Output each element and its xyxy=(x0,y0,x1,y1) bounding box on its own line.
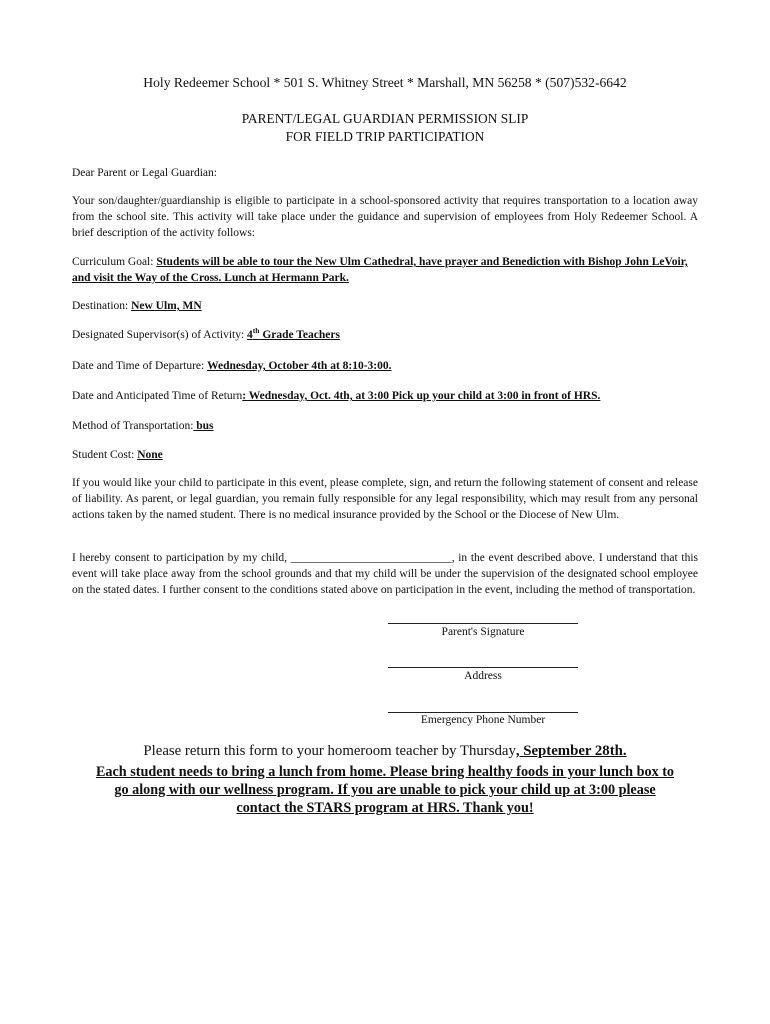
lunch-note-line-1: Each student needs to bring a lunch from home. Please bring healthy foods in your lunch box to xyxy=(95,764,675,780)
return-time-label: Date and Anticipated Time of Return xyxy=(72,390,243,402)
salutation: Dear Parent or Legal Guardian: xyxy=(72,167,217,179)
departure-label: Date and Time of Departure: xyxy=(72,360,208,372)
return-time xyxy=(72,388,600,404)
lunch-note-line-2: go along with our wellness program. If you are unable to pick your child up at 3:00 please xyxy=(114,782,656,798)
lunch-note-line-3: contact the STARS program at HRS. Thank you! xyxy=(236,800,534,816)
school-header: Holy Redeemer School * 501 S. Whitney Street * Marshall, MN 56258 * (507)532-6642 xyxy=(143,75,627,90)
emergency-phone-line[interactable] xyxy=(388,712,578,713)
parent-signature-line[interactable] xyxy=(388,623,578,624)
destination xyxy=(72,298,202,314)
student-cost-value: None xyxy=(137,449,163,461)
transportation-value: bus xyxy=(193,420,214,432)
departure-value: Wednesday, October 4th at 8:10-3:00. xyxy=(207,360,392,372)
return-instruction-text: Please return this form to your homeroom teacher by Thursday xyxy=(143,743,516,759)
designated-supervisors xyxy=(72,327,340,343)
transportation-label: Method of Transportation: xyxy=(72,420,194,432)
emergency-phone-label: Emergency Phone Number xyxy=(420,714,546,726)
student-cost-label: Student Cost: xyxy=(72,449,138,461)
destination-label: Destination: xyxy=(72,300,132,312)
return-time-value: : Wednesday, Oct. 4th, at 3:00 Pick up your child at 3:00 in front of HRS. xyxy=(242,390,601,402)
liability-paragraph: If you would like your child to participate in this event, please complete, sign, and return the following statement of consent and release of liability. As parent, or legal guardian, you remain fully responsible for any legal responsibility, which may result from any personal actions taken by the named student. There is no medical insurance provided by the School or the Diocese of New Ulm. xyxy=(72,477,698,521)
destination-value: New Ulm, MN xyxy=(131,300,202,312)
address-label: Address xyxy=(464,670,502,682)
return-deadline: , September 28th. xyxy=(515,743,627,759)
return-instruction xyxy=(0,743,770,760)
parent-signature-label: Parent's Signature xyxy=(441,626,525,638)
transportation xyxy=(72,418,214,434)
address-line[interactable] xyxy=(388,667,578,668)
supervisors-value: 4th Grade Teachers xyxy=(247,326,340,341)
form-title-line-2: FOR FIELD TRIP PARTICIPATION xyxy=(285,129,485,144)
curriculum-goal-value: Students will be able to tour the New Ulm Cathedral, have prayer and Benediction with Bishop John LeVoir, and visit the Way of the Cross. Lunch at Hermann Park. xyxy=(72,256,688,284)
consent-paragraph: I hereby consent to participation by my child, ____________________________, in the event described above. I understand that this event will take place away from the school grounds and that my child will be under the supervision of the designated school employee on the stated dates. I further consent to the conditions stated above on participation in the event, including the method of transportation. xyxy=(72,552,698,596)
form-title-line-1: PARENT/LEGAL GUARDIAN PERMISSION SLIP xyxy=(241,111,529,126)
student-cost xyxy=(72,447,163,463)
curriculum-goal-label: Curriculum Goal: xyxy=(72,256,157,268)
departure xyxy=(72,358,392,374)
curriculum-goal xyxy=(72,254,698,286)
supervisors-label: Designated Supervisor(s) of Activity: xyxy=(72,329,248,341)
intro-paragraph: Your son/daughter/guardianship is eligible to participate in a school-sponsored activity that requires transportation to a location away from the school site. This activity will take place under the guidance and supervision of employees from Holy Redeemer School. A brief description of the activity follows: xyxy=(72,195,698,239)
